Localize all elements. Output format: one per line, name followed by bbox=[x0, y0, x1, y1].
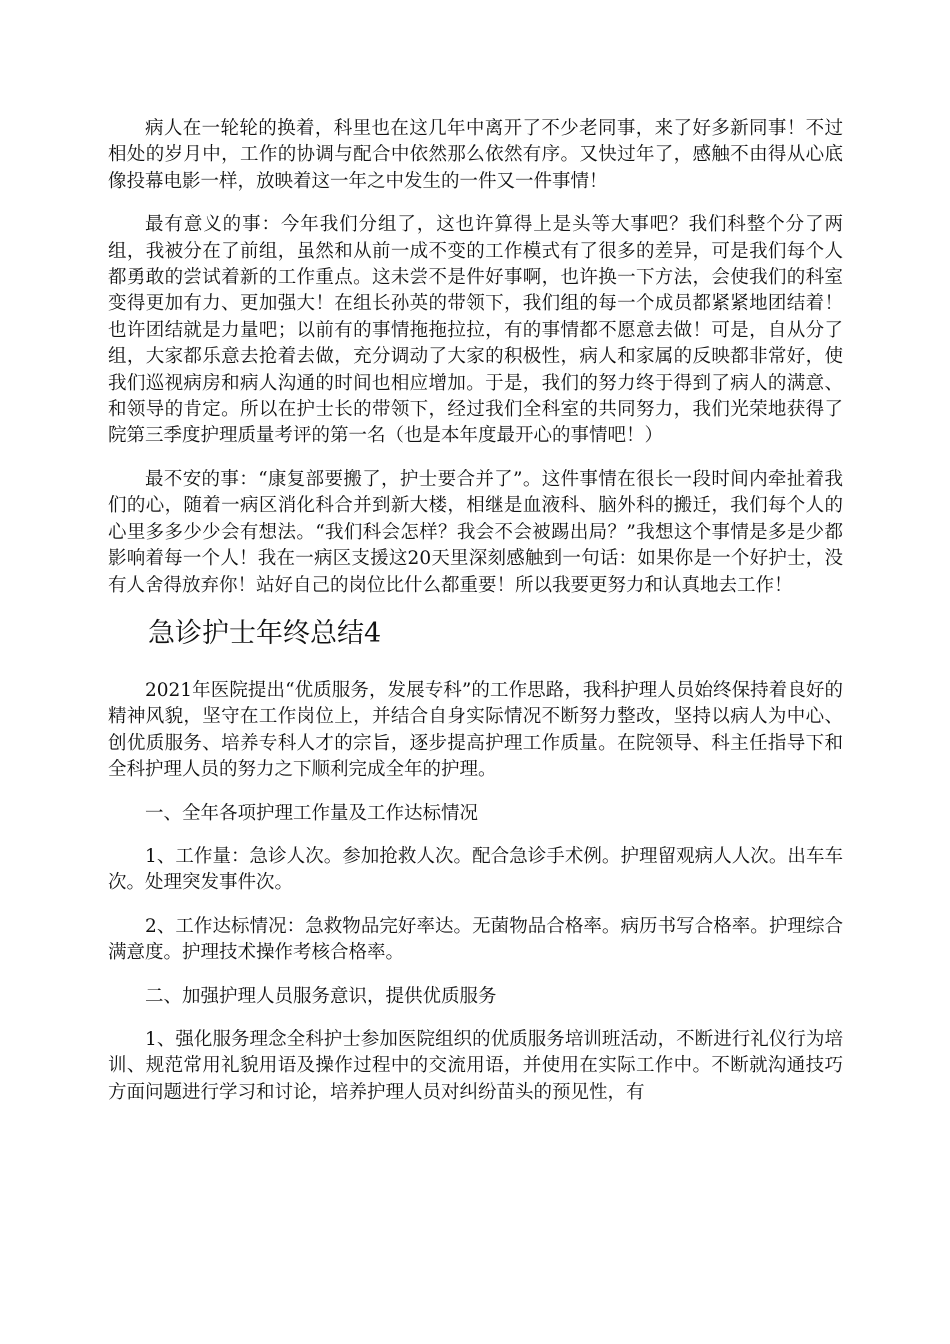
paragraph: 病人在一轮轮的换着，科里也在这几年中离开了不少老同事，来了好多新同事！不过相处的岁月中，工作的协调与配合中依然那么依然有序。又快过年了，感触不由得从心底像投幕电影一样，放映着这一年之中发生的一件又一件事情！ bbox=[108, 118, 843, 192]
paragraph: 1、强化服务理念全科护士参加医院组织的优质服务培训班活动，不断进行礼仪行为培训、规范常用礼貌用语及操作过程中的交流用语，并使用在实际工作中。不断就沟通技巧方面问题进行学习和讨论，培养护理人员对纠纷苗头的预见性，有 bbox=[108, 1028, 843, 1103]
document-body bbox=[108, 116, 843, 1123]
paragraph: 最不安的事：“康复部要搬了，护士要合并了”。这件事情在很长一段时间内牵扯着我们的心，随着一病区消化科合并到新大楼，相继是血液科、脑外科的搬迁，我们每个人的心里多多少少会有想法。“我们科会怎样？我会不会被踢出局？”我想这个事情是多是少都影响着每一个人！我在一病区支援这20天里深刻感触到一句话：如果你是一个好护士，没有人舍得放弃你！站好自己的岗位比什么都重要！所以我要更努力和认真地去工作！ bbox=[108, 468, 843, 596]
subheading-paragraph: 一、全年各项护理工作量及工作达标情况 bbox=[145, 802, 479, 824]
paragraph: 最有意义的事：今年我们分组了，这也许算得上是头等大事吧？我们科整个分了两组，我被分在了前组，虽然和从前一成不变的工作模式有了很多的差异，可是我们每个人都勇敢的尝试着新的工作重点。这未尝不是件好事啊，也许换一下方法，会使我们的科室变得更加有力、更加强大！在组长孙英的带领下，我们组的每一个成员都紧紧地团结着！也许团结就是力量吧；以前有的事情拖拖拉拉，有的事情都不愿意去做！可是，自从分了组，大家都乐意去抢着去做，充分调动了大家的积极性，病人和家属的反映都非常好，使我们巡视病房和病人沟通的时间也相应增加。于是，我们的努力终于得到了病人的满意、和领导的肯定。所以在护士长的带领下，经过我们全科室的共同努力，我们光荣地获得了院第三季度护理质量考评的第一名（也是本年度最开心的事情吧！） bbox=[108, 214, 843, 447]
section-heading: 急诊护士年终总结4 bbox=[148, 617, 382, 649]
subheading-paragraph: 二、加强护理人员服务意识，提供优质服务 bbox=[145, 985, 497, 1007]
paragraph: 1、工作量：急诊人次。参加抢救人次。配合急诊手术例。护理留观病人人次。出车车次。处理突发事件次。 bbox=[108, 845, 843, 894]
paragraph: 2、工作达标情况：急救物品完好率达。无菌物品合格率。病历书写合格率。护理综合满意度。护理技术操作考核合格率。 bbox=[108, 915, 843, 964]
paragraph: 2021年医院提出“优质服务，发展专科”的工作思路，我科护理人员始终保持着良好的精神风貌，坚守在工作岗位上，并结合自身实际情况不断努力整改，坚持以病人为中心、创优质服务、培养专科人才的宗旨，逐步提高护理工作质量。在院领导、科主任指导下和全科护理人员的努力之下顺利完成全年的护理。 bbox=[108, 679, 843, 781]
